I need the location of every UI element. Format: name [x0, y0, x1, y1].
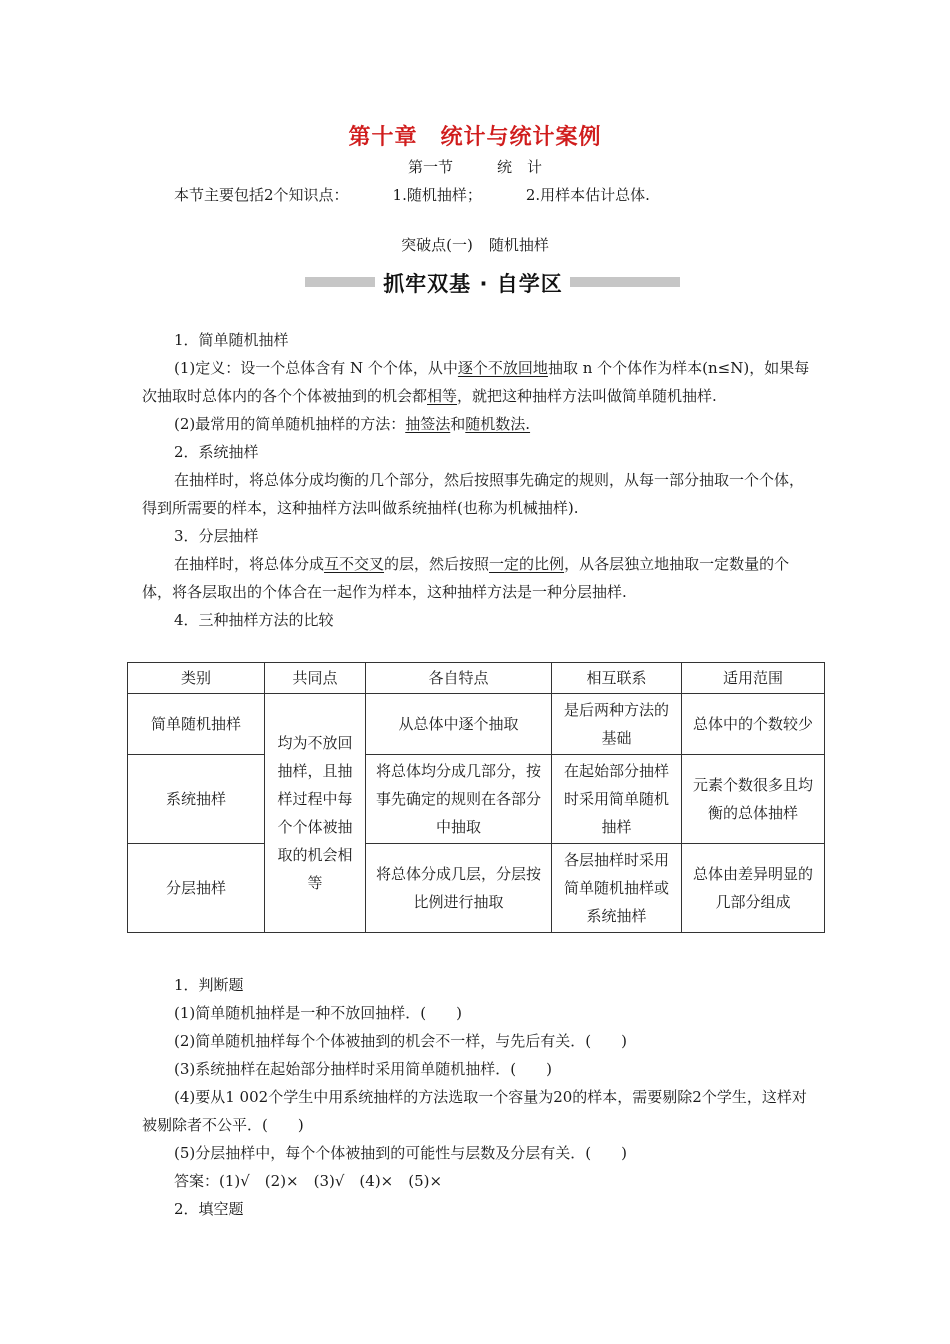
knowledge-section: [142, 326, 812, 634]
row-feature: 将总体均分成几部分，按事先确定的规则在各部分中抽取: [366, 755, 552, 844]
def-text-c: ，就把这种抽样方法叫做简单随机抽样.: [457, 387, 717, 405]
strat-text-a: 在抽样时，将总体分成: [174, 555, 325, 573]
row-name: 简单随机抽样: [128, 694, 265, 755]
methods-underline-2: 随机数法.: [465, 415, 531, 433]
row-scope: 总体由差异明显的几部分组成: [682, 844, 825, 933]
table-row: [128, 755, 825, 844]
def-text-b: 抽取 n 个个体作为样本(n≤N)，如果每次抽取时总体内的各个个体被抽到的机会都: [142, 359, 810, 405]
heading-systematic: 2．系统抽样: [174, 443, 259, 461]
table-row: [128, 694, 825, 755]
exercise-section: [142, 971, 812, 1223]
comparison-table: [127, 662, 825, 933]
def-underline-1: 逐个不放回地: [457, 359, 548, 377]
header-common: 共同点: [265, 663, 366, 694]
definition-paragraph: [142, 354, 812, 410]
row-name: 分层抽样: [128, 844, 265, 933]
section-title: [0, 156, 950, 177]
header-category: 类别: [128, 663, 265, 694]
banner-bar-right: [570, 277, 680, 287]
breakpoint-label: 突破点(一): [401, 236, 473, 254]
strat-underline-1: 互不交叉: [324, 555, 385, 573]
methods-underline-1: 抽签法: [405, 415, 451, 433]
intro-point-1: 1.随机抽样；: [392, 186, 482, 204]
intro-point-2: 2.用样本估计总体.: [525, 186, 650, 204]
heading-simple-random: 1．简单随机抽样: [174, 331, 289, 349]
table-row: [128, 844, 825, 933]
row-relation: 各层抽样时采用简单随机抽样或系统抽样: [552, 844, 682, 933]
methods-text-b: 和: [450, 415, 466, 433]
heading-fill-in: 2．填空题: [174, 1200, 244, 1218]
def-underline-2: 相等: [427, 387, 458, 405]
header-scope: 适用范围: [682, 663, 825, 694]
row-feature: 将总体分成几层，分层按比例进行抽取: [366, 844, 552, 933]
row-relation: 在起始部分抽样时采用简单随机抽样: [552, 755, 682, 844]
question-2: (2)简单随机抽样每个个体被抽到的机会不一样，与先后有关．( ): [174, 1032, 627, 1050]
strat-text-c: ，从各层独立地抽取一定数量的个体，将各层取出的个体合在一起作为样本，这种抽样方法是一种分层抽样.: [142, 555, 790, 601]
header-feature: 各自特点: [366, 663, 552, 694]
common-cell: 均为不放回抽样，且抽样过程中每个个体被抽取的机会相等: [265, 694, 366, 933]
self-study-banner: [305, 268, 680, 296]
question-4: (4)要从1 002个学生中用系统抽样的方法选取一个容量为20的样本，需要剔除2个学生，这样对被剔除者不公平．( ): [142, 1088, 807, 1134]
strat-text-b: 的层，然后按照: [384, 555, 490, 573]
systematic-paragraph: 在抽样时，将总体分成均衡的几个部分，然后按照事先确定的规则，从每一部分抽取一个个体，得到所需要的样本，这种抽样方法叫做系统抽样(也称为机械抽样).: [142, 471, 805, 517]
question-3: (3)系统抽样在起始部分抽样时采用简单随机抽样．( ): [174, 1060, 552, 1078]
section-intro: [174, 184, 694, 205]
banner-bar-left: [305, 277, 375, 287]
row-scope: 总体中的个数较少: [682, 694, 825, 755]
stratified-paragraph: [142, 550, 812, 606]
row-relation: 是后两种方法的基础: [552, 694, 682, 755]
question-5: (5)分层抽样中，每个个体被抽到的可能性与层数及分层有关．( ): [174, 1144, 627, 1162]
def-text-a: (1)定义：设一个总体含有 N 个个体，从中: [174, 359, 458, 377]
section-name: 统 计: [497, 158, 543, 176]
table-header-row: [128, 663, 825, 694]
header-relation: 相互联系: [552, 663, 682, 694]
strat-underline-2: 一定的比例: [489, 555, 565, 573]
banner-label: 抓牢双基 · 自学区: [383, 272, 563, 296]
breakpoint-heading: [0, 234, 950, 255]
row-feature: 从总体中逐个抽取: [366, 694, 552, 755]
row-name: 系统抽样: [128, 755, 265, 844]
section-number: 第一节: [407, 158, 453, 176]
question-1: (1)简单随机抽样是一种不放回抽样．( ): [174, 1004, 462, 1022]
heading-stratified: 3．分层抽样: [174, 527, 259, 545]
methods-paragraph: [142, 410, 812, 438]
breakpoint-topic: 随机抽样: [488, 236, 549, 254]
intro-lead: 本节主要包括2个知识点：: [174, 186, 349, 204]
heading-comparison: 4．三种抽样方法的比较: [174, 611, 334, 629]
methods-text-a: (2)最常用的简单随机抽样的方法：: [174, 415, 406, 433]
chapter-title: 第十章 统计与统计案例: [348, 125, 602, 150]
row-scope: 元素个数很多且均衡的总体抽样: [682, 755, 825, 844]
answer-line: 答案：(1)√ (2)× (3)√ (4)× (5)×: [174, 1172, 443, 1190]
heading-true-false: 1．判断题: [174, 976, 244, 994]
